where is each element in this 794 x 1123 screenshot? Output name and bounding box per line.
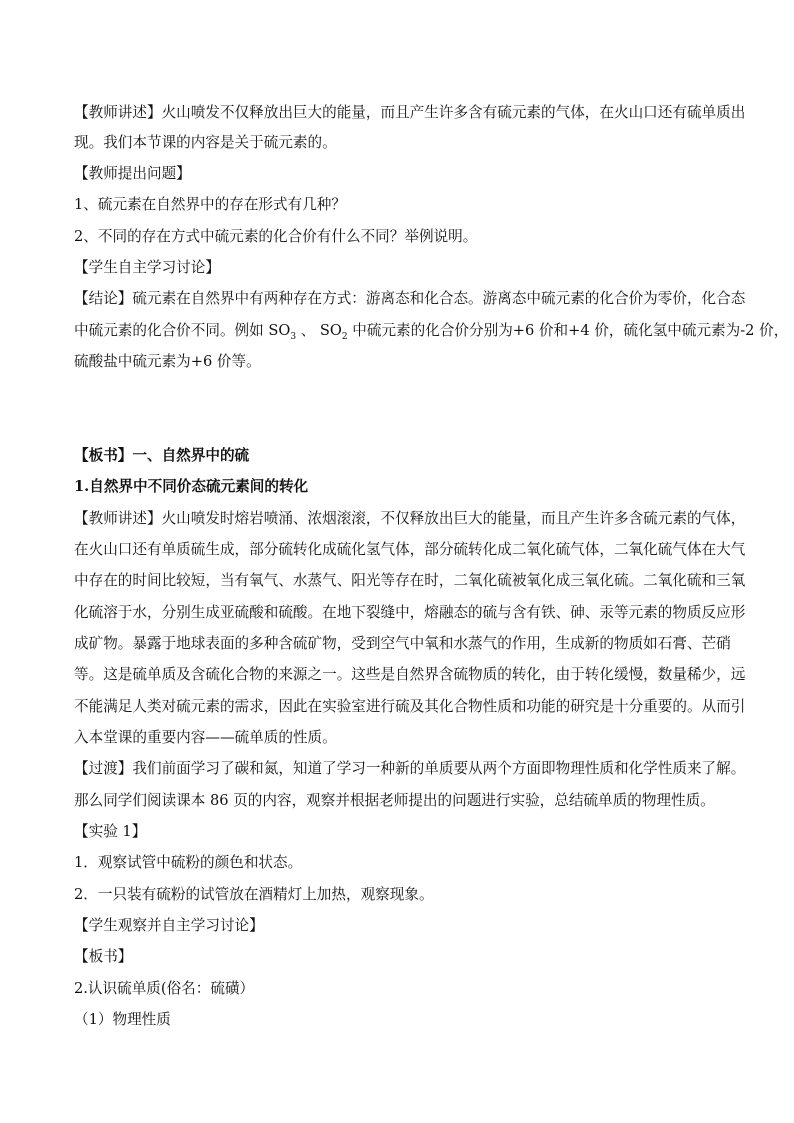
conclusion-line-1: 【结论】硫元素在自然界中有两种存在方式：游离态和化合态。游离态中硫元素的化合价为零价，化合态 (74, 290, 746, 307)
paragraph-line-1: 【教师讲述】火山喷发时熔岩喷涌、浓烟滚滚，不仅释放出巨大的能量，而且产生许多含硫元素的气体， (74, 510, 746, 527)
teacher-narration-line-1: 【教师讲述】火山喷发不仅释放出巨大的能量，而且产生许多含有硫元素的气体，在火山口还有硫单质出 (74, 104, 746, 121)
transition-label: 【过渡】 (74, 760, 133, 777)
teacher-question-label: 【教师提出问题】 (74, 165, 191, 182)
transition-line-1: 【过渡】我们前面学习了碳和氮，知道了学习一种新的单质要从两个方面即物理性质和化学性质来了解。 (74, 760, 746, 777)
so3-subscript: 3 (290, 331, 297, 342)
board-heading: 【板书】一、自然界中的硫 (74, 447, 250, 464)
transition-line-2: 那么同学们阅读课本 86 页的内容，观察并根据老师提出的问题进行实验，总结硫单质的物理性质。 (74, 792, 715, 809)
paragraph-line-8: 入本堂课的重要内容——硫单质的性质。 (74, 729, 337, 746)
conclusion-line-2: 中硫元素的化合价不同。例如 $SO_3$ 、 $SO_2$ 中硫元素的化合价分别为+6 价和+4 价，硫化氢中硫元素为-2 价， (74, 322, 789, 342)
student-discussion-label: 【学生自主学习讨论】 (74, 259, 220, 276)
student-observe-label: 【学生观察并自主学习讨论】 (74, 917, 264, 934)
teacher-narration-line-2: 现。我们本节课的内容是关于硫元素的。 (74, 134, 337, 151)
paragraph-line-3: 中存在的时间比较短，当有氧气、水蒸气、阳光等存在时，二氧化硫被氧化成三氧化硫。二氧化硫和三氧 (74, 572, 746, 589)
so2-subscript: 2 (341, 331, 348, 342)
conclusion-label: 【结论】 (74, 290, 133, 307)
experiment-label: 【实验 1】 (74, 823, 147, 840)
paragraph-line-6: 等。这是硫单质及含硫化合物的来源之一。这些是自然界含硫物质的转化，由于转化缓慢，数量稀少，远 (74, 666, 746, 683)
know-sulfur-heading: 2.认识硫单质(俗名：硫磺） (74, 980, 255, 997)
question-1: 1、硫元素在自然界中的存在形式有几种？ (74, 196, 346, 213)
paragraph-line-2: 在火山口还有单质硫生成，部分硫转化成硫化氢气体，部分硫转化成二氧化硫气体，二氧化硫气体在大气 (74, 541, 746, 558)
paragraph-line-4: 化硫溶于水，分别生成亚硫酸和硫酸。在地下裂缝中，熔融态的硫与含有铁、砷、汞等元素的物质反应形 (74, 604, 746, 621)
physical-properties-heading: （1）物理性质 (74, 1011, 171, 1028)
paragraph-line-7: 不能满足人类对硫元素的需求，因此在实验室进行硫及其化合物性质和功能的研究是十分重要的。从而引 (74, 698, 746, 715)
experiment-step-1: 1．观察试管中硫粉的颜色和状态。 (74, 854, 303, 871)
teacher-narration-label: 【教师讲述】 (74, 104, 162, 121)
conclusion-line-3: 硫酸盐中硫元素为+6 价等。 (74, 353, 261, 370)
sub-heading: 1.自然界中不同价态硫元素间的转化 (74, 478, 309, 495)
question-2: 2、不同的存在方式中硫元素的化合价有什么不同？举例说明。 (74, 228, 478, 245)
board-label: 【板书】 (74, 948, 133, 965)
experiment-step-2: 2．一只装有硫粉的试管放在酒精灯上加热，观察现象。 (74, 886, 434, 903)
paragraph-line-5: 成矿物。暴露于地球表面的多种含硫矿物，受到空气中氧和水蒸气的作用，生成新的物质如石膏、芒硝 (74, 635, 731, 652)
teacher-narration-label-2: 【教师讲述】 (74, 510, 162, 527)
